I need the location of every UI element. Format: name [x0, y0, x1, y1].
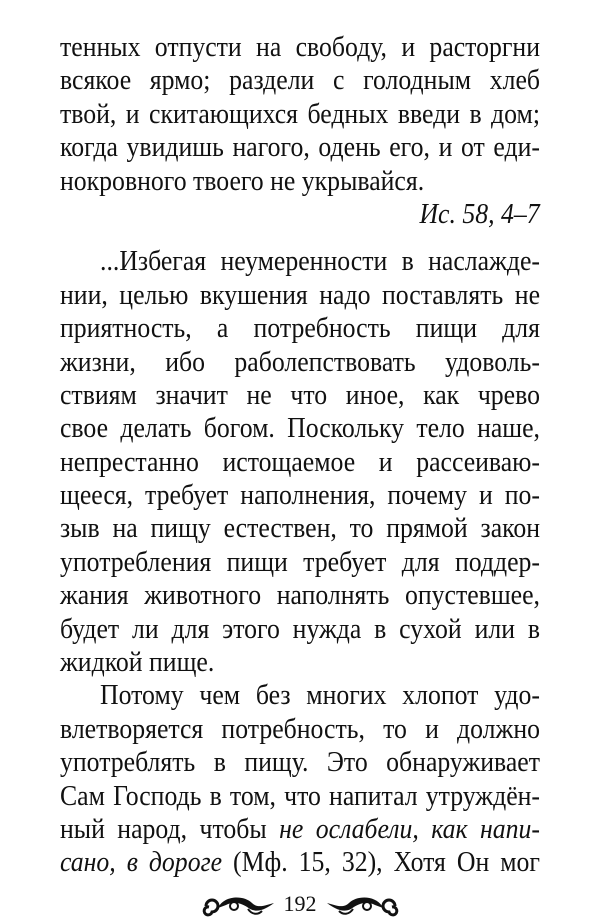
- text-line: [60, 512, 540, 545]
- text-segment: ствиям значит не что иное, как чрево: [60, 379, 540, 411]
- text-segment: приятность, а потребность пищи для: [60, 313, 540, 345]
- text-line: [60, 813, 540, 846]
- text-segment: непрестанно истощаемое и рассеиваю-: [60, 446, 540, 478]
- italic-quote-text: не ослабели, как напи-: [279, 813, 541, 845]
- text-line: [60, 613, 540, 646]
- text-segment: жания животного наполнять опустевшее,: [60, 580, 540, 612]
- text-line: [60, 746, 540, 779]
- text-line: [60, 446, 540, 479]
- text-line: [60, 98, 540, 131]
- text-segment: влетворяется потребность, то и должно: [60, 713, 540, 745]
- text-line: [60, 780, 540, 813]
- text-line: [60, 579, 540, 612]
- text-line: [60, 412, 540, 445]
- text-line: [60, 646, 540, 679]
- paragraph-gap: [60, 231, 540, 245]
- text-segment: будет ли для этого нужда в сухой или в: [60, 613, 541, 645]
- text-line: [60, 31, 540, 64]
- ornament-right-icon: [325, 889, 405, 919]
- text-segment: нии, целью вкушения надо поставлять не: [60, 279, 541, 311]
- text-line: [60, 679, 540, 712]
- text-segment: щееся, требует наполнения, почему и по-: [60, 480, 540, 512]
- page-body-text: [60, 31, 540, 880]
- scripture-citation: [60, 198, 540, 231]
- text-segment: тенных отпусти на свободу, и расторгни: [60, 32, 541, 63]
- text-segment: всякое ярмо; раздели с голодным хлеб: [60, 65, 540, 97]
- page-footer: [0, 888, 600, 920]
- text-segment: зыв на пищу естествен, то прямой закон: [60, 513, 541, 545]
- text-segment: жидкой пище.: [60, 647, 215, 679]
- text-segment: свое делать богом. Поскольку тело наше,: [60, 413, 540, 445]
- text-segment: твой, и скитающихся бедных введи в дом;: [60, 98, 540, 130]
- text-line: [60, 846, 540, 879]
- page-number: 192: [283, 891, 317, 916]
- text-line: [60, 165, 540, 198]
- text-segment: нокровного твоего не укрывайся.: [60, 165, 425, 197]
- text-segment: употребления пищи требует для поддер-: [60, 546, 540, 578]
- text-segment: ный народ, чтобы: [60, 813, 280, 845]
- text-segment: (Мф. 15, 32), Хотя Он мог: [222, 847, 541, 879]
- text-line: [60, 279, 540, 312]
- text-line: [60, 479, 540, 512]
- text-segment: когда увидишь нагого, одень его, и от еди-: [60, 132, 541, 164]
- citation-text: Ис. 58, 4–7: [419, 198, 540, 230]
- text-segment: ...Избегая неумеренности в наслажде-: [100, 246, 541, 278]
- text-segment: Потому чем без многих хлопот удо-: [100, 680, 540, 712]
- text-segment: жизни, ибо раболепствовать удоволь-: [60, 346, 540, 378]
- text-line: [60, 312, 540, 345]
- text-line: [60, 64, 540, 97]
- text-segment: Сам Господь в том, что напитал утруждён-: [60, 780, 540, 812]
- text-line: [60, 546, 540, 579]
- text-line: [60, 131, 540, 164]
- text-line: [60, 713, 540, 746]
- text-line: [60, 346, 540, 379]
- italic-quote-text: сано, в дороге: [60, 847, 223, 879]
- text-segment: употреблять в пищу. Это обнаруживает: [60, 747, 540, 779]
- text-line: [60, 245, 540, 278]
- text-line: [60, 379, 540, 412]
- ornament-left-icon: [196, 889, 276, 919]
